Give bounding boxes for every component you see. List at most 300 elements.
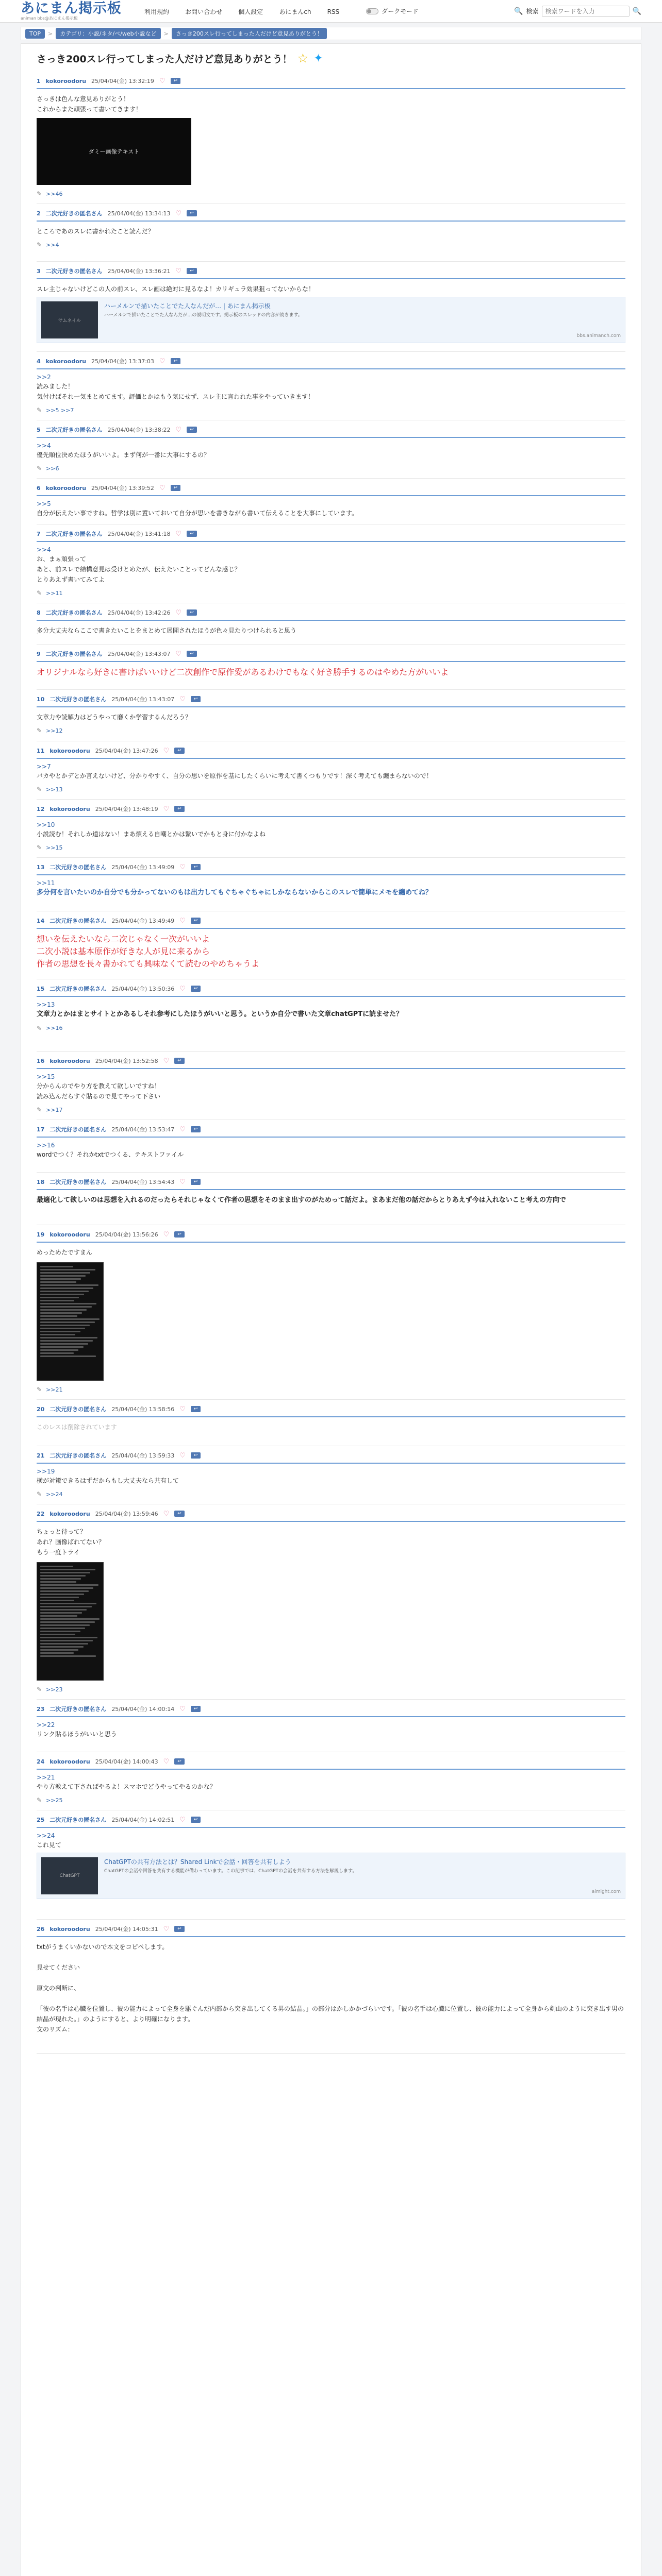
post-reply-links[interactable]: >>46	[46, 190, 63, 197]
link-preview-title[interactable]: ハーメルンで描いたことでた人なんだが… | あにまん掲示板	[104, 302, 271, 310]
post-date: 25/04/04(金) 13:59:33	[111, 1452, 175, 1459]
post-number[interactable]: 5	[37, 426, 41, 433]
post-header	[37, 1451, 625, 1464]
screenshot-text-line	[40, 1594, 84, 1595]
nav-contact[interactable]: お問い合わせ	[185, 8, 223, 15]
post-header	[37, 209, 625, 222]
reply-anchor-link[interactable]: >>16	[37, 1142, 55, 1149]
post-item	[37, 352, 625, 420]
thread-title-text: さっき200スレ行ってしまった人だけど意見ありがとう！	[37, 53, 292, 65]
reply-button[interactable]: ↩	[171, 485, 181, 491]
logo-subtitle: animan bbs@あにまん掲示板	[21, 16, 78, 21]
reply-button[interactable]: ↩	[191, 1126, 201, 1132]
nav-terms[interactable]: 利用規約	[144, 8, 170, 15]
post-footer	[37, 465, 625, 472]
like-heart-icon[interactable]: ♡	[179, 917, 186, 925]
post-footer	[37, 1797, 625, 1804]
post-reply-links[interactable]: >>6	[46, 465, 59, 472]
link-preview-image-text: ChatGPT	[59, 1873, 80, 1878]
post-author: 二次元好きの匿名さん	[49, 696, 107, 703]
link-preview-description: ハーメルンで描いたことでた人なんだが…の説明文です。掲示板のスレッドの内容が続きます。	[104, 313, 303, 318]
post-reply-links[interactable]: >>5 >>7	[46, 406, 74, 414]
main-nav	[144, 6, 353, 16]
screenshot-text-line	[40, 1631, 80, 1632]
screenshot-text-line	[40, 1318, 100, 1320]
post-author: kokoroodoru	[49, 747, 90, 754]
post-date: 25/04/04(金) 13:50:36	[111, 986, 175, 992]
post-number[interactable]: 23	[37, 1705, 45, 1713]
top-navigation-bar	[0, 0, 662, 23]
post-reply-links[interactable]: >>25	[46, 1797, 63, 1804]
screenshot-text-line	[40, 1272, 90, 1274]
post-item	[37, 420, 625, 479]
reply-button[interactable]: ↩	[187, 427, 197, 433]
post-date: 25/04/04(金) 13:49:09	[111, 864, 175, 871]
post-header	[37, 267, 625, 279]
post-item	[37, 603, 625, 645]
post-reply-links[interactable]: >>16	[46, 1025, 63, 1031]
twitter-share-icon[interactable]: ✦	[313, 52, 323, 65]
post-item	[37, 479, 625, 524]
post-number[interactable]: 13	[37, 863, 45, 871]
reply-button[interactable]: ↩	[174, 1758, 185, 1765]
post-author: kokoroodoru	[49, 1057, 90, 1064]
screenshot-text-line	[40, 1306, 92, 1308]
post-body: スレ主じゃないけどこの人の前スレ、スレ画は絶対に見るなよ！カリギュラ効果狙ってないからな！	[37, 285, 315, 293]
screenshot-text-line	[40, 1275, 86, 1277]
reply-anchor-link[interactable]: >>22	[37, 1721, 55, 1728]
reply-button[interactable]: ↩	[191, 986, 201, 992]
post-reply-links[interactable]: >>24	[46, 1490, 63, 1498]
post-item	[37, 1810, 625, 1920]
post-header	[37, 805, 625, 817]
post-number[interactable]: 16	[37, 1057, 45, 1064]
screenshot-text-line	[40, 1294, 84, 1295]
screenshot-text-line	[40, 1309, 87, 1311]
reply-anchor-link[interactable]: >>21	[37, 1774, 55, 1781]
reply-button[interactable]: ↩	[174, 806, 185, 812]
post-item	[37, 1120, 625, 1173]
like-heart-icon[interactable]: ♡	[163, 1757, 170, 1766]
reply-button[interactable]: ↩	[191, 1179, 201, 1185]
reply-button[interactable]: ↩	[187, 210, 197, 216]
post-reply-links[interactable]: >>17	[46, 1106, 63, 1113]
screenshot-text-line	[40, 1646, 84, 1648]
screenshot-text-line	[40, 1287, 93, 1289]
post-reply-links[interactable]: >>12	[46, 727, 63, 734]
post-footer	[37, 190, 625, 197]
reply-anchor-link[interactable]: >>7	[37, 763, 51, 770]
post-body: 文章力とかはまとサイトとかあるしそれ参考にしたほうがいいと思う。というか自分で書いた文章chatGPTに読ませた？	[37, 1010, 403, 1018]
screenshot-image[interactable]	[37, 1262, 104, 1381]
reply-count-icon: ✎	[37, 589, 42, 597]
reply-anchor-link[interactable]: >>2	[37, 374, 51, 381]
link-preview-image-text: サムネイル	[58, 318, 81, 324]
post-footer	[37, 1490, 625, 1498]
thread-container	[21, 43, 641, 2576]
reply-anchor-link[interactable]: >>24	[37, 1832, 55, 1839]
search-box	[514, 6, 641, 17]
post-body: これ見て	[37, 1841, 62, 1849]
search-submit-icon[interactable]: 🔍	[632, 7, 641, 15]
link-preview-image	[41, 301, 98, 338]
like-heart-icon[interactable]: ♡	[159, 357, 166, 365]
like-heart-icon[interactable]: ♡	[179, 985, 186, 993]
post-date: 25/04/04(金) 13:38:22	[107, 427, 171, 433]
post-header	[37, 917, 625, 929]
like-heart-icon[interactable]: ♡	[175, 530, 182, 538]
reply-anchor-link[interactable]: >>11	[37, 879, 55, 887]
like-heart-icon[interactable]: ♡	[163, 1925, 170, 1933]
post-author: 二次元好きの匿名さん	[49, 1406, 107, 1413]
post-body: このレスは削除されています	[37, 1423, 117, 1431]
post-date: 25/04/04(金) 13:58:56	[111, 1406, 175, 1413]
post-reply-links[interactable]: >>13	[46, 786, 63, 793]
post-author: 二次元好きの匿名さん	[45, 651, 103, 657]
screenshot-text-line	[40, 1297, 79, 1298]
reply-count-icon: ✎	[37, 1386, 42, 1393]
screenshot-text-line	[40, 1581, 76, 1583]
post-header	[37, 650, 625, 662]
post-date: 25/04/04(金) 14:00:14	[111, 1706, 175, 1713]
reply-button[interactable]: ↩	[171, 358, 181, 364]
post-body: 横が対策できるはずだからもし大丈夫なら共有して	[37, 1477, 179, 1484]
like-heart-icon[interactable]: ♡	[175, 267, 182, 275]
post-author: 二次元好きの匿名さん	[49, 918, 107, 924]
screenshot-text-line	[40, 1566, 73, 1567]
post-item	[37, 1920, 625, 2054]
reply-count-icon: ✎	[37, 1686, 42, 1693]
thread-title	[37, 51, 625, 65]
post-date: 25/04/04(金) 13:53:47	[111, 1126, 175, 1133]
breadcrumb-thread[interactable]: さっき200スレ行ってしまった人だけど意見ありがとう！	[172, 28, 327, 39]
toggle-switch-icon[interactable]	[366, 8, 378, 14]
post-author: 二次元好きの匿名さん	[45, 609, 103, 616]
like-heart-icon[interactable]: ♡	[175, 426, 182, 434]
post-item	[37, 645, 625, 690]
post-author: 二次元好きの匿名さん	[45, 531, 103, 537]
screenshot-text-line	[40, 1655, 96, 1657]
screenshot-text-line	[40, 1355, 96, 1357]
reply-button[interactable]: ↩	[174, 1058, 185, 1064]
post-header	[37, 426, 625, 438]
post-body: txtがうまくいかないので本文をコピペします。 見せてください 原文の判断に、 「彼の名手は心臓を位置し、彼の能力によって全身を駆ぐんだ内部から突き出してくる男の結晶。」の部分はかしかかづらいです。「彼の名手は心臓に位置し、彼の能力によって全身から剣山のように突き出す男の結晶が現れた。」のようにすると、より明確になります。 文のリズム：	[37, 1943, 624, 2033]
reply-count-icon: ✎	[37, 406, 42, 414]
post-author: 二次元好きの匿名さん	[45, 427, 103, 433]
breadcrumb	[21, 27, 641, 40]
post-footer	[37, 844, 625, 851]
like-heart-icon[interactable]: ♡	[159, 77, 166, 85]
post-item	[37, 690, 625, 741]
post-number[interactable]: 4	[37, 358, 41, 365]
post-body: さっきは色んな意見ありがとう！ これからまた頑張って書いてきます！	[37, 95, 142, 113]
reply-anchor-link[interactable]: >>19	[37, 1468, 55, 1475]
post-header	[37, 1178, 625, 1190]
reply-anchor-link[interactable]: >>10	[37, 821, 55, 828]
post-number[interactable]: 2	[37, 210, 41, 217]
post-author: kokoroodoru	[49, 805, 90, 812]
reply-button[interactable]: ↩	[174, 1926, 185, 1932]
screenshot-text-line	[40, 1584, 98, 1586]
post-reply-links[interactable]: >>15	[46, 844, 63, 851]
post-number[interactable]: 15	[37, 985, 45, 992]
nav-settings[interactable]: 個人設定	[238, 8, 263, 15]
post-author: kokoroodoru	[45, 484, 87, 492]
like-heart-icon[interactable]: ♡	[163, 1057, 170, 1065]
post-item	[37, 1504, 625, 1700]
reply-button[interactable]: ↩	[191, 1706, 201, 1712]
reply-anchor-link[interactable]: >>13	[37, 1001, 55, 1008]
post-date: 25/04/04(金) 13:36:21	[107, 268, 171, 275]
screenshot-text-line	[40, 1349, 78, 1351]
screenshot-text-line	[40, 1269, 95, 1270]
like-heart-icon[interactable]: ♡	[175, 650, 182, 658]
post-number[interactable]: 8	[37, 609, 41, 616]
post-body: 多分何を言いたいのか自分でも分かってないのもは出力してもぐちゃぐちゃにしかならないからこのスレで簡単にメモを纏めてね？	[37, 889, 433, 896]
post-author: 二次元好きの匿名さん	[45, 210, 103, 217]
post-item	[37, 741, 625, 800]
post-footer	[37, 727, 625, 734]
post-author: kokoroodoru	[45, 358, 87, 365]
post-body: wordでつく？それかtxtでつくる、テキストファイル	[37, 1151, 184, 1158]
reply-anchor-link[interactable]: >>4	[37, 546, 51, 553]
post-body: 自分が伝えたい事ですね。哲学は別に置いておいて自分が思いを書きながら書いて伝えることを大事にしています。	[37, 510, 358, 517]
screenshot-text-line	[40, 1291, 89, 1292]
breadcrumb-top[interactable]: TOP	[25, 29, 45, 39]
post-header	[37, 1510, 625, 1522]
reply-count-icon: ✎	[37, 727, 42, 734]
link-preview-body	[104, 1857, 621, 1894]
screenshot-text-line	[40, 1643, 88, 1645]
post-author: kokoroodoru	[49, 1510, 90, 1517]
post-header	[37, 608, 625, 621]
post-item	[37, 204, 625, 262]
screenshot-text-line	[40, 1312, 82, 1314]
screenshot-text-line	[40, 1587, 93, 1589]
post-number[interactable]: 21	[37, 1452, 45, 1459]
post-date: 25/04/04(金) 13:48:19	[95, 806, 158, 812]
link-preview-domain: aimight.com	[591, 1889, 621, 1894]
post-author: 二次元好きの匿名さん	[49, 1817, 107, 1823]
reply-count-icon: ✎	[37, 844, 42, 851]
post-author: kokoroodoru	[49, 1925, 90, 1933]
reply-anchor-link[interactable]: >>5	[37, 500, 51, 507]
reply-count-icon: ✎	[37, 1024, 42, 1032]
screenshot-text-line	[40, 1337, 97, 1338]
reply-button[interactable]: ↩	[187, 609, 197, 616]
post-body: 文章力や読解力はどうやって磨くか学習するんだろう？	[37, 714, 192, 721]
post-header	[37, 1405, 625, 1417]
like-heart-icon[interactable]: ♡	[163, 1510, 170, 1518]
search-icon[interactable]: 🔍	[514, 7, 523, 15]
post-number[interactable]: 1	[37, 77, 41, 84]
screenshot-text-line	[40, 1346, 84, 1348]
post-date: 25/04/04(金) 13:42:26	[107, 609, 171, 616]
post-reply-links[interactable]: >>21	[46, 1386, 63, 1393]
post-reply-links[interactable]: >>4	[46, 241, 59, 248]
link-preview-image	[41, 1857, 98, 1894]
post-author: kokoroodoru	[45, 77, 87, 84]
breadcrumb-separator: >	[163, 30, 169, 37]
post-number[interactable]: 14	[37, 917, 45, 924]
screenshot-text-line	[40, 1628, 85, 1629]
reply-button[interactable]: ↩	[191, 918, 201, 924]
post-body: 多分大丈夫ならここで書きたいことをまとめて展開されたほうが色々見たりつけられると思う	[37, 627, 297, 634]
screenshot-text-line	[40, 1266, 73, 1267]
like-heart-icon[interactable]: ♡	[175, 608, 182, 617]
like-heart-icon[interactable]: ♡	[159, 484, 166, 492]
screenshot-text-line	[40, 1334, 75, 1335]
reply-button[interactable]: ↩	[191, 1406, 201, 1412]
post-footer	[37, 1025, 625, 1032]
screenshot-text-line	[40, 1352, 74, 1354]
link-preview-card[interactable]	[37, 1853, 625, 1899]
post-item	[37, 524, 625, 603]
post-number[interactable]: 18	[37, 1178, 45, 1185]
like-heart-icon[interactable]: ♡	[179, 1178, 186, 1186]
post-item	[37, 262, 625, 352]
post-number[interactable]: 20	[37, 1405, 45, 1413]
post-number[interactable]: 24	[37, 1758, 45, 1765]
like-heart-icon[interactable]: ♡	[179, 695, 186, 703]
post-number[interactable]: 12	[37, 805, 45, 812]
darkmode-toggle[interactable]	[366, 7, 419, 15]
post-reply-links[interactable]: >>11	[46, 589, 63, 597]
reply-button[interactable]: ↩	[174, 1231, 185, 1238]
post-number[interactable]: 17	[37, 1126, 45, 1133]
post-number[interactable]: 26	[37, 1925, 45, 1933]
post-number[interactable]: 10	[37, 696, 45, 703]
post-header	[37, 1705, 625, 1717]
post-date: 25/04/04(金) 13:59:46	[95, 1511, 158, 1517]
link-preview-title[interactable]: ChatGPTの共有方法とは？Shared Linkで会話・回答を共有しよう	[104, 1858, 291, 1866]
post-item	[37, 1700, 625, 1752]
post-header	[37, 747, 625, 759]
post-author: 二次元好きの匿名さん	[49, 864, 107, 871]
post-date: 25/04/04(金) 13:43:07	[111, 696, 175, 703]
favorite-star-icon[interactable]: ☆	[297, 51, 309, 65]
like-heart-icon[interactable]: ♡	[179, 1816, 186, 1824]
link-preview-body	[104, 301, 621, 338]
screenshot-text-line	[40, 1634, 75, 1635]
reply-button[interactable]: ↩	[174, 748, 185, 754]
post-body: ちょっと待って？ あれ？画像ばれてない？ もう一度トライ	[37, 1528, 105, 1556]
reply-button[interactable]: ↩	[171, 78, 181, 84]
nav-animanch[interactable]: あにまんch	[279, 8, 311, 15]
post-item	[37, 1052, 625, 1120]
post-author: 二次元好きの匿名さん	[45, 268, 103, 275]
post-number[interactable]: 22	[37, 1510, 45, 1517]
post-header	[37, 77, 625, 89]
screenshot-text-line	[40, 1328, 85, 1329]
screenshot-text-line	[40, 1637, 97, 1638]
reply-button[interactable]: ↩	[191, 696, 201, 702]
reply-count-icon: ✎	[37, 1797, 42, 1804]
post-body: 想いを伝えたいなら二次じゃなく一次がいいよ 二次小説は基本原作が好きな人が見に来るから 作者の思想を長々書かれても興味なくて読むのやめちゃうよ	[37, 934, 260, 969]
reply-anchor-link[interactable]: >>15	[37, 1073, 55, 1080]
reply-button[interactable]: ↩	[187, 531, 197, 537]
post-reply-links[interactable]: >>23	[46, 1686, 63, 1693]
post-header	[37, 1125, 625, 1138]
screenshot-text-line	[40, 1590, 89, 1592]
post-body: ところであのスレに書かれたこと読んだ？	[37, 228, 154, 235]
post-item	[37, 858, 625, 911]
reply-button[interactable]: ↩	[191, 1817, 201, 1823]
post-header	[37, 1925, 625, 1937]
screenshot-text-line	[40, 1569, 95, 1570]
like-heart-icon[interactable]: ♡	[175, 209, 182, 217]
screenshot-text-line	[40, 1649, 78, 1651]
post-item	[37, 911, 625, 979]
breadcrumb-category[interactable]: カテゴリ：小説/ネタ/ベ/web小説など	[56, 28, 160, 39]
nav-rss[interactable]: RSS	[327, 8, 340, 15]
post-author: 二次元好きの匿名さん	[49, 1126, 107, 1133]
screenshot-text-line	[40, 1618, 100, 1620]
reply-button[interactable]: ↩	[191, 1452, 201, 1459]
like-heart-icon[interactable]: ♡	[163, 1230, 170, 1239]
post-footer	[37, 1386, 625, 1393]
post-footer	[37, 786, 625, 793]
post-header	[37, 357, 625, 369]
like-heart-icon[interactable]: ♡	[179, 1405, 186, 1413]
screenshot-text-line	[40, 1331, 80, 1332]
screenshot-text-line	[40, 1343, 88, 1345]
like-heart-icon[interactable]: ♡	[179, 863, 186, 871]
post-author: kokoroodoru	[49, 1758, 90, 1765]
reply-count-icon: ✎	[37, 241, 42, 248]
reply-button[interactable]: ↩	[174, 1511, 185, 1517]
screenshot-text-line	[40, 1597, 79, 1598]
screenshot-text-line	[40, 1600, 74, 1601]
like-heart-icon[interactable]: ♡	[179, 1451, 186, 1460]
post-number[interactable]: 7	[37, 530, 41, 537]
post-date: 25/04/04(金) 13:52:58	[95, 1058, 158, 1064]
post-header	[37, 484, 625, 496]
reply-count-icon: ✎	[37, 786, 42, 793]
site-logo[interactable]	[21, 2, 122, 21]
search-input[interactable]	[542, 6, 630, 17]
post-footer	[37, 589, 625, 597]
post-image[interactable]	[37, 118, 191, 185]
post-header	[37, 1230, 625, 1243]
post-number[interactable]: 3	[37, 267, 41, 275]
like-heart-icon[interactable]: ♡	[163, 805, 170, 813]
post-body: めっためたですまん	[37, 1249, 92, 1256]
like-heart-icon[interactable]: ♡	[179, 1705, 186, 1713]
reply-anchor-link[interactable]: >>4	[37, 442, 51, 449]
post-number[interactable]: 6	[37, 484, 41, 492]
link-preview-card[interactable]	[37, 297, 625, 343]
post-date: 25/04/04(金) 14:05:31	[95, 1926, 158, 1933]
post-date: 25/04/04(金) 13:37:03	[91, 358, 154, 365]
darkmode-label: ダークモード	[382, 8, 419, 15]
screenshot-image[interactable]	[37, 1562, 104, 1681]
post-date: 25/04/04(金) 13:39:52	[91, 485, 154, 492]
like-heart-icon[interactable]: ♡	[179, 1125, 186, 1133]
link-preview-domain: bbs.animanch.com	[576, 333, 621, 338]
post-number[interactable]: 19	[37, 1231, 45, 1238]
like-heart-icon[interactable]: ♡	[163, 747, 170, 755]
post-number[interactable]: 25	[37, 1816, 45, 1823]
post-date: 25/04/04(金) 14:00:43	[95, 1758, 158, 1765]
post-number[interactable]: 9	[37, 650, 41, 657]
reply-button[interactable]: ↩	[187, 268, 197, 274]
post-author: 二次元好きの匿名さん	[49, 1179, 107, 1185]
post-number[interactable]: 11	[37, 747, 45, 754]
post-body: オリジナルなら好きに書けばいいけど二次創作で原作愛があるわけでもなく好き勝手するのはやめた方がいいよ	[37, 667, 449, 677]
reply-button[interactable]: ↩	[191, 864, 201, 870]
reply-button[interactable]: ↩	[187, 651, 197, 657]
